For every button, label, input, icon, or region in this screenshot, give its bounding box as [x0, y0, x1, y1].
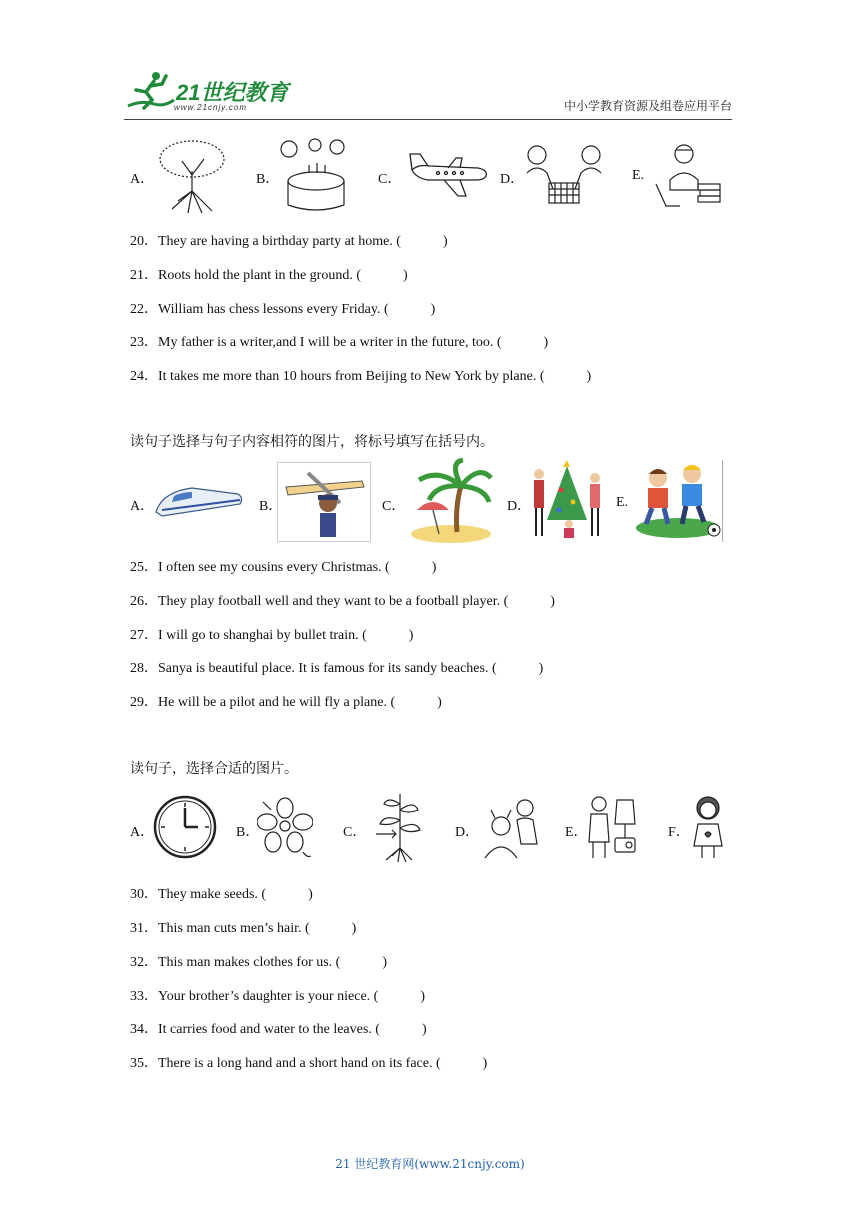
option-e-label: E.: [632, 168, 645, 183]
logo-url: www.21cnjy.com: [174, 103, 247, 112]
girl-icon: [688, 794, 728, 862]
birthday-party-icon: [275, 135, 357, 215]
option-c-label: C．: [343, 825, 367, 840]
tree-roots-icon: [152, 135, 232, 215]
option-e-label: E．: [565, 825, 588, 840]
beach-icon: [409, 458, 493, 544]
option-e-label: E.: [616, 495, 629, 510]
tailor-icon: [585, 794, 641, 862]
question-31: 31．This man cuts men’s hair. ( ): [130, 921, 357, 936]
header-divider: [124, 119, 732, 120]
question-27: 27．I will go to shanghai by bullet train. ( ): [130, 628, 414, 643]
question-20: 20．They are having a birthday party at home. ( ): [130, 234, 448, 249]
option-a-label: A．: [130, 172, 155, 187]
question-24: 24．It takes me more than 10 hours from Beijing to New York by plane. ( ): [130, 369, 592, 384]
airplane-icon: [408, 148, 490, 200]
question-28: 28．Sanya is beautiful place. It is famous for its sandy beaches. ( ): [130, 661, 544, 676]
option-b-label: B．: [236, 825, 260, 840]
option-b-label: B．: [256, 172, 280, 187]
flower-icon: [257, 796, 313, 860]
question-34: 34．It carries food and water to the leaves. ( ): [130, 1022, 427, 1037]
question-29: 29．He will be a pilot and he will fly a plane. ( ): [130, 695, 442, 710]
option-f-label: F．: [668, 825, 690, 840]
question-35: 35．There is a long hand and a short hand on its face. ( ): [130, 1056, 488, 1071]
christmas-family-icon: [529, 460, 605, 542]
question-25: 25．I often see my cousins every Christmas. ( ): [130, 560, 437, 575]
platform-title: 中小学教育资源及组卷应用平台: [563, 99, 732, 113]
option-b-label: B．: [259, 499, 283, 514]
page-footer: 21 世纪教育网(www.21cnjy.com): [335, 1157, 525, 1171]
question-32: 32．This man makes clothes for us. ( ): [130, 955, 388, 970]
site-logo: [124, 70, 294, 120]
option-a-label: A．: [130, 499, 155, 514]
option-a-label: A．: [130, 825, 155, 840]
clock-icon: [152, 794, 218, 860]
question-21: 21．Roots hold the plant in the ground. ( ): [130, 268, 408, 283]
football-players-icon: [634, 460, 722, 542]
question-23: 23．My father is a writer,and I will be a writer in the future, too. ( ): [130, 335, 549, 350]
option-c-label: C．: [382, 499, 406, 514]
bullet-train-icon: [152, 478, 246, 522]
barber-icon: [481, 796, 545, 860]
writer-icon: [650, 140, 724, 210]
football-image-frame: [634, 460, 723, 542]
pilot-icon: [278, 463, 370, 541]
runner-logo-icon: [124, 70, 176, 115]
option-d-label: D．: [500, 172, 525, 187]
question-22: 22．William has chess lessons every Friday. ( ): [130, 302, 436, 317]
plant-stem-icon: [372, 790, 428, 862]
chess-players-icon: [519, 143, 609, 207]
question-30: 30．They make seeds. ( ): [130, 887, 313, 902]
question-33: 33．Your brother’s daughter is your niece. ( ): [130, 989, 425, 1004]
option-d-label: D．: [507, 499, 532, 514]
option-c-label: C．: [378, 172, 402, 187]
option-d-label: D．: [455, 825, 480, 840]
section2-instruction: 读句子选择与句子内容相符的图片，将标号填写在括号内。: [130, 434, 494, 450]
question-26: 26．They play football well and they want to be a football player. ( ): [130, 594, 555, 609]
section3-instruction: 读句子，选择合适的图片。: [130, 761, 298, 777]
logo-text: 21世纪教育: [176, 80, 289, 105]
pilot-image-frame: [277, 462, 371, 542]
